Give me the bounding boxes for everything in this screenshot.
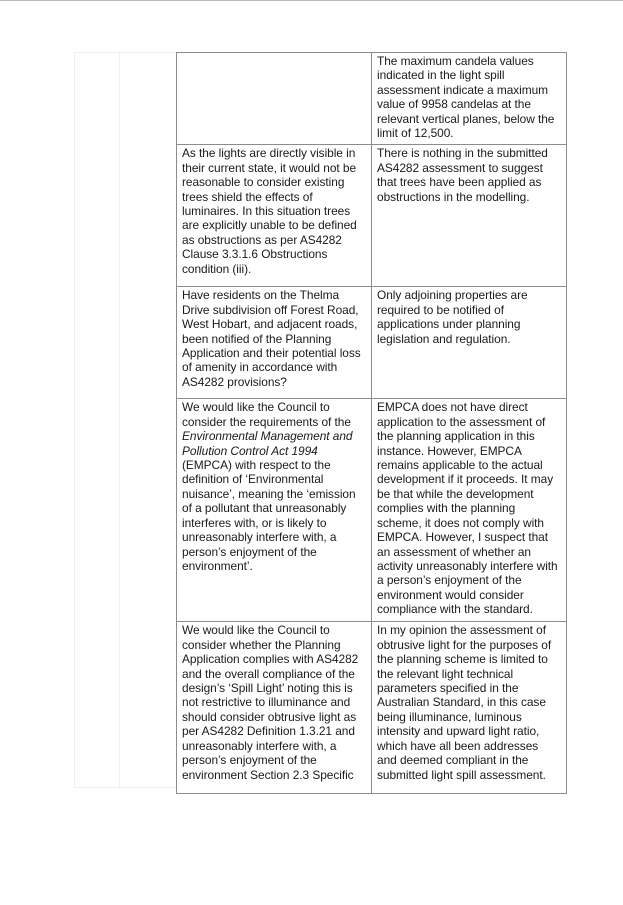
response-cell: EMPCA does not have direct application to the assessment of the planning application in this instance. However, EMPCA remains applicable to the actual development if it proceeds. It may be that while the development complies with the planning scheme, it does not comply with EMPCA. However, I suspect that an assessment of whether an activity unreasonably interfere with a person’s enjoyment of the environment would consider compliance with the standard. — [372, 399, 567, 622]
table-row — [177, 622, 567, 794]
page-top-rule — [0, 0, 623, 1]
submission-cell — [177, 53, 372, 145]
empty-column-reference — [119, 52, 177, 788]
submission-response-table — [176, 52, 567, 794]
submission-cell: As the lights are directly visible in their current state, it would not be reasonable to consider existing trees shield the effects of luminaires. In this situation trees are explicitly unable to be defined as obstructions as per AS4282 Clause 3.3.1.6 Obstructions condition (iii). — [177, 145, 372, 287]
response-cell: The maximum candela values indicated in the light spill assessment indicate a maximum value of 9958 candelas at the relevant vertical planes, below the limit of 12,500. — [372, 53, 567, 145]
table-row — [177, 145, 567, 287]
act-title: Environmental Management and Pollution Control Act 1994 — [182, 429, 353, 458]
empty-column-number — [74, 52, 120, 788]
table-row — [177, 287, 567, 399]
submission-cell — [177, 399, 372, 622]
response-cell: Only adjoining properties are required to be notified of applications under planning legislation and regulation. — [372, 287, 567, 399]
table-row — [177, 399, 567, 622]
empty-columns-bottom-border — [74, 787, 177, 788]
submission-text-intro: We would like the Council to consider the requirements of the — [182, 400, 351, 429]
response-cell: In my opinion the assessment of obtrusive light for the purposes of the planning scheme is limited to the relevant light technical parameters specified in the Australian Standard, in this case being illuminance, luminous intensity and upward light ratio, which have all been addresses and deemed compliant in the submitted light spill assessment. — [372, 622, 567, 794]
table-row — [177, 53, 567, 145]
response-cell: There is nothing in the submitted AS4282 assessment to suggest that trees have been applied as obstructions in the modelling. — [372, 145, 567, 287]
submission-text-rest: (EMPCA) with respect to the definition of ‘Environmental nuisance’, meaning the ‘emission of a pollutant that unreasonably interferes with, or is likely to unreasonably interfere with, a person’s enjoyment of the environment’. — [182, 458, 356, 573]
submission-cell: Have residents on the Thelma Drive subdivision off Forest Road, West Hobart, and adjacent roads, been notified of the Planning Application and their potential loss of amenity in accordance with AS4282 provisions? — [177, 287, 372, 399]
submission-cell: We would like the Council to consider whether the Planning Application complies with AS4282 and the overall compliance of the design’s ‘Spill Light’ noting this is not restrictive to illuminance and should consider obtrusive light as per AS4282 Definition 1.3.21 and unreasonably interfere with, a person’s enjoyment of the environment Section 2.3 Specific — [177, 622, 372, 794]
